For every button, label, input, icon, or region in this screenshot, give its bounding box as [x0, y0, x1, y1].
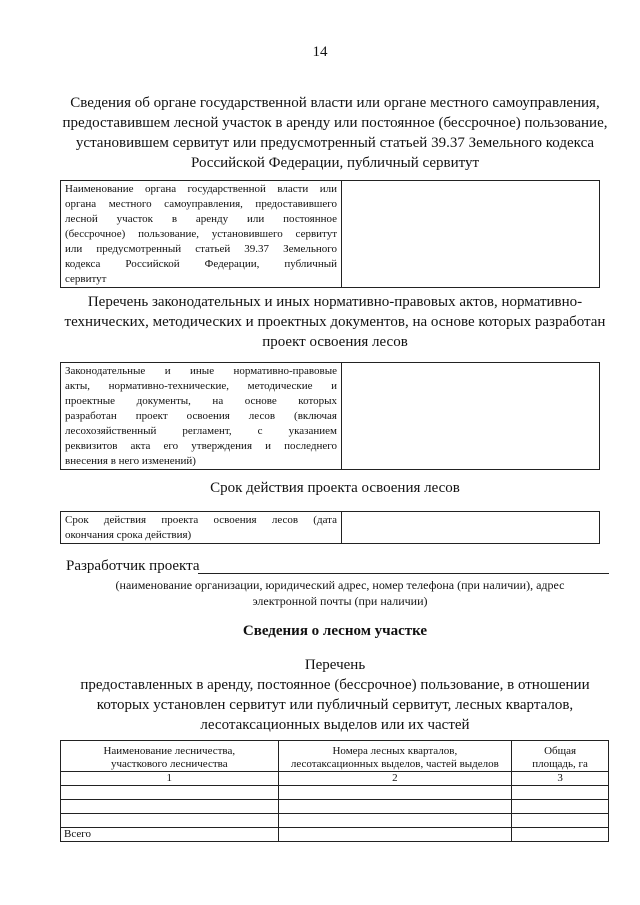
table-cell[interactable] — [278, 814, 512, 828]
table-cell[interactable] — [278, 828, 512, 842]
term-field-table — [60, 511, 600, 544]
table-header-row — [61, 741, 609, 772]
table-cell: 1 — [61, 772, 279, 786]
table-cell[interactable] — [512, 828, 609, 842]
title-line: лесотаксационных выделов или их частей — [200, 717, 470, 733]
table-cell[interactable] — [512, 814, 609, 828]
title-line: предоставленных в аренду, постоянное (бессрочное) пользование, в отношении — [80, 677, 590, 693]
title-line: установившем сервитут или предусмотренный статьей 39.37 Земельного кодекса — [75, 135, 595, 151]
acts-field-label: Законодательные и иные нормативно-правовые акты, нормативно-технические, методические и проектные документы, на основе которых разработан проект освоения лесов (включая лесохозяйственный регламент, с указанием реквизитов акта его утверждения и последнего внесения в него изменений) — [61, 363, 342, 470]
developer-input-line[interactable] — [198, 573, 609, 574]
title-line: проект освоения лесов — [262, 334, 408, 350]
section-term-title: Срок действия проекта освоения лесов — [210, 480, 460, 496]
section-plot-title: Сведения о лесном участке — [242, 623, 428, 639]
page-number: 14 — [312, 44, 328, 60]
title-line: Перечень законодательных и иных нормативно-правовых актов, нормативно- — [87, 294, 583, 310]
term-field-value[interactable] — [342, 512, 600, 544]
table-column-number-row — [61, 772, 609, 786]
table-cell[interactable] — [278, 786, 512, 800]
term-field-label: Срок действия проекта освоения лесов (дата окончания срока действия) — [61, 512, 342, 544]
title-line: предоставившем лесной участок в аренду или постоянное (бессрочное) пользование, — [62, 115, 608, 131]
title-line: Перечень — [304, 657, 366, 673]
table-cell: 2 — [278, 772, 512, 786]
table-cell[interactable] — [61, 814, 279, 828]
table-header-cell: Общая площадь, га — [512, 741, 609, 772]
table-cell[interactable] — [61, 786, 279, 800]
table-row — [61, 814, 609, 828]
table-cell[interactable] — [61, 800, 279, 814]
table-row — [61, 786, 609, 800]
acts-field-value[interactable] — [342, 363, 600, 470]
acts-field-table — [60, 362, 600, 470]
table-cell[interactable] — [278, 800, 512, 814]
developer-label: Разработчик проекта — [66, 558, 200, 574]
authority-field-label: Наименование органа государственной власти или органа местного самоуправления, предоставившего лесной участок в аренду или постоянное (бессрочное) пользование, установившего сервитут или предусмотренный статьей 39.37 Земельного кодекса Российской Федерации, публичный сервитут — [61, 181, 342, 288]
title-line: Российской Федерации, публичный сервитут — [190, 155, 480, 171]
authority-field-table — [60, 180, 600, 288]
forest-quarters-table — [60, 740, 609, 842]
section-authority-title — [50, 93, 620, 173]
table-cell[interactable] — [512, 800, 609, 814]
table-header-cell: Наименование лесничества, участкового лесничества — [61, 741, 279, 772]
table-row — [61, 800, 609, 814]
title-line: технических, методических и проектных документов, на основе которых разработан — [64, 314, 606, 330]
authority-field-value[interactable] — [342, 181, 600, 288]
title-line: Сведения об органе государственной власти или органе местного самоуправления, — [70, 95, 600, 111]
table-total-label: Всего — [61, 828, 279, 842]
developer-note: (наименование организации, юридический адрес, номер телефона (при наличии), адрес электронной почты (при наличии) — [115, 578, 565, 608]
section-plot-list-title — [50, 655, 620, 735]
table-header-cell: Номера лесных кварталов, лесотаксационных выделов, частей выделов — [278, 741, 512, 772]
table-cell[interactable] — [512, 786, 609, 800]
title-line: которых установлен сервитут или публичный сервитут, лесных кварталов, — [96, 697, 574, 713]
section-acts-title — [50, 292, 620, 352]
table-cell: 3 — [512, 772, 609, 786]
table-total-row — [61, 828, 609, 842]
